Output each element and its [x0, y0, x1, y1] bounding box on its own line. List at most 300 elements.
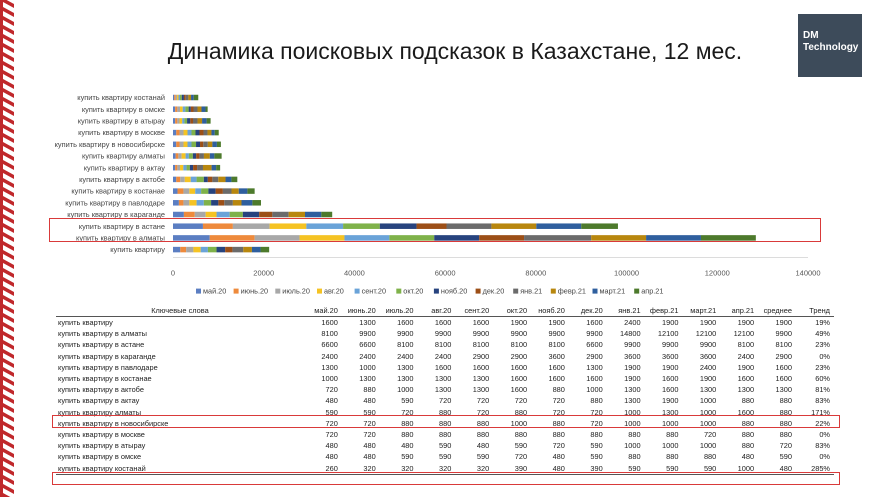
value-cell: 880 — [741, 441, 755, 451]
value-cell: 1900 — [548, 318, 565, 328]
value-cell: 880 — [439, 407, 452, 417]
value-cell: 0% — [819, 429, 830, 439]
bar-segment — [193, 247, 200, 253]
table-row — [56, 418, 834, 429]
value-cell: 880 — [552, 418, 565, 428]
keyword-cell: купить квартиру в алматы — [58, 329, 147, 339]
value-cell: 480 — [325, 396, 338, 406]
logo-line-1: DM — [803, 30, 819, 41]
value-cell: 1300 — [737, 385, 755, 395]
value-cell: 720 — [590, 407, 603, 417]
value-cell: 1600 — [321, 318, 338, 328]
bar-segment — [306, 223, 343, 229]
bar-segment — [417, 223, 447, 229]
table-row — [56, 317, 834, 329]
bar-segment — [189, 153, 193, 159]
bar-segment — [289, 212, 305, 218]
table-row — [56, 373, 834, 384]
value-cell: 3600 — [699, 351, 717, 361]
y-category-label: купить квартиру в астане — [78, 221, 165, 231]
value-cell: 1600 — [434, 362, 452, 372]
value-cell: 9900 — [586, 329, 603, 339]
bar-segment — [211, 130, 214, 136]
bar-segment — [184, 130, 188, 136]
bar-segment — [305, 212, 321, 218]
value-cell: 285% — [796, 462, 834, 474]
value-cell: 480 — [325, 452, 338, 462]
value-cell: 880 — [476, 418, 490, 428]
x-tick-label: 0 — [170, 268, 176, 278]
value-cell: 590 — [779, 452, 792, 462]
value-cell: 590 — [590, 452, 603, 462]
bar-segment — [232, 247, 243, 253]
keyword-cell: купить квартиру костанай — [56, 462, 304, 474]
value-cell: 880 — [741, 418, 755, 428]
bar-segment — [223, 188, 232, 194]
keyword-cell: купить квартиру — [58, 318, 113, 328]
bar-segment — [536, 223, 581, 229]
value-cell: 1300 — [472, 374, 490, 384]
value-cell: 320 — [455, 462, 493, 474]
value-cell: 880 — [741, 396, 755, 406]
table-row — [56, 407, 834, 418]
value-cell: 880 — [476, 429, 490, 439]
value-cell: 1600 — [548, 374, 565, 384]
bar-segment — [204, 153, 210, 159]
value-cell: 590 — [590, 441, 603, 451]
bar-segment — [195, 130, 199, 136]
keyword-cell: купить квартиру в омске — [58, 452, 142, 462]
bar-segment — [194, 106, 198, 112]
value-cell: 1000 — [699, 418, 717, 428]
value-cell: 8100 — [775, 340, 792, 350]
logo-line-2: Technology — [803, 42, 859, 53]
bar-segment — [208, 142, 213, 148]
bar-segment — [177, 95, 178, 101]
value-cell: 720 — [325, 385, 338, 395]
bar-segment — [208, 247, 217, 253]
bar-segment — [188, 95, 191, 101]
column-header: нояб.20 — [531, 305, 569, 317]
bar-segment — [191, 177, 197, 183]
bar-segment — [524, 235, 591, 241]
legend-swatch — [275, 289, 280, 294]
bar-segment — [210, 153, 215, 159]
value-cell: 880 — [666, 452, 679, 462]
legend-label: май.20 — [203, 286, 227, 296]
value-cell: 590 — [401, 452, 414, 462]
value-cell: 2900 — [510, 351, 528, 361]
value-cell: 720 — [590, 418, 603, 428]
keyword-cell: купить квартиру в актобе — [58, 385, 144, 395]
value-cell: 880 — [779, 429, 792, 439]
bar-segment — [205, 106, 207, 112]
value-cell: 1600 — [510, 374, 528, 384]
value-cell: 1300 — [586, 362, 603, 372]
bar-segment — [230, 212, 243, 218]
bar-segment — [203, 130, 207, 136]
value-cell: 720 — [552, 441, 565, 451]
value-cell: 0% — [819, 452, 830, 462]
value-cell: 6600 — [359, 340, 376, 350]
bar-segment — [207, 118, 211, 124]
y-category-label: купить квартиру в павлодаре — [65, 198, 165, 208]
value-cell: 0% — [819, 351, 830, 361]
bar-segment — [195, 212, 206, 218]
bar-segment — [199, 130, 203, 136]
value-cell: 880 — [401, 429, 414, 439]
bar-segment — [232, 188, 239, 194]
bar-segment — [180, 106, 183, 112]
value-cell: 880 — [779, 418, 792, 428]
bar-segment — [180, 165, 183, 171]
bar-segment — [197, 200, 204, 206]
bar-segment — [218, 177, 225, 183]
value-cell: 720 — [325, 429, 338, 439]
bar-segment — [197, 177, 204, 183]
bar-segment — [179, 200, 184, 206]
bar-segment — [203, 165, 212, 171]
bar-segment — [233, 223, 270, 229]
value-cell: 480 — [325, 441, 338, 451]
bar-segment — [183, 200, 189, 206]
bar-segment — [208, 188, 215, 194]
value-cell: 1900 — [699, 374, 717, 384]
value-cell: 1300 — [397, 374, 414, 384]
value-cell: 320 — [418, 462, 456, 474]
legend-swatch — [396, 289, 401, 294]
value-cell: 880 — [628, 452, 641, 462]
bar-segment — [177, 106, 180, 112]
value-cell: 1600 — [661, 385, 679, 395]
y-category-label: купить квартиру в москве — [78, 128, 165, 138]
value-cell: 1900 — [624, 374, 641, 384]
bar-segment — [255, 235, 300, 241]
bar-segment — [184, 118, 187, 124]
value-cell: 880 — [590, 396, 603, 406]
bar-segment — [214, 153, 221, 159]
value-cell: 49% — [815, 329, 830, 339]
bar-segment — [179, 95, 180, 101]
bar-segment — [173, 247, 180, 253]
bar-segment — [581, 223, 618, 229]
value-cell: 480 — [531, 462, 569, 474]
value-cell: 9900 — [699, 340, 717, 350]
bar-segment — [189, 106, 191, 112]
legend-label: июнь.20 — [240, 286, 269, 296]
y-category-label: купить квартиру в атырау — [77, 116, 165, 126]
value-cell: 1300 — [624, 396, 641, 406]
value-cell: 9900 — [434, 329, 452, 339]
bar-segment — [212, 165, 217, 171]
bar-segment — [184, 95, 186, 101]
value-cell: 480 — [363, 396, 376, 406]
bar-segment — [187, 165, 190, 171]
bar-segment — [259, 212, 272, 218]
value-cell: 1900 — [661, 362, 679, 372]
bar-segment — [193, 118, 198, 124]
value-cell: 1000 — [397, 385, 414, 395]
value-cell: 480 — [758, 462, 796, 474]
bar-segment — [215, 130, 219, 136]
value-cell: 8100 — [510, 340, 528, 350]
value-cell: 1600 — [434, 318, 452, 328]
bar-segment — [203, 223, 233, 229]
bar-segment — [491, 223, 536, 229]
bar-segment — [197, 106, 201, 112]
bar-segment — [173, 200, 179, 206]
bar-segment — [208, 177, 213, 183]
value-cell: 2900 — [775, 351, 792, 361]
legend-swatch — [317, 289, 322, 294]
legend-label: нояб.20 — [440, 286, 468, 296]
y-category-label: купить квартиру в новосибирске — [54, 139, 165, 149]
value-cell: 1600 — [775, 362, 792, 372]
bar-segment — [178, 153, 181, 159]
bar-segment — [182, 153, 186, 159]
bar-segment — [196, 153, 199, 159]
column-header: среднее — [758, 305, 796, 317]
y-category-label: купить квартиру алматы — [81, 151, 165, 161]
bar-segment — [233, 200, 242, 206]
value-cell: 880 — [552, 385, 565, 395]
value-cell: 720 — [363, 418, 376, 428]
bar-segment — [218, 200, 224, 206]
bar-segment — [591, 235, 646, 241]
legend-label: март.21 — [599, 286, 626, 296]
bar-segment — [206, 212, 217, 218]
bar-segment — [192, 142, 197, 148]
value-cell: 590 — [476, 452, 490, 462]
value-cell: 880 — [514, 429, 528, 439]
legend-swatch — [593, 289, 598, 294]
bar-segment — [173, 142, 176, 148]
value-cell: 1600 — [737, 374, 755, 384]
y-category-label: купить квартиру в актау — [83, 163, 165, 173]
bar-segment — [191, 106, 194, 112]
value-cell: 1600 — [661, 374, 679, 384]
value-cell: 12100 — [733, 329, 755, 339]
value-cell: 720 — [779, 441, 792, 451]
table-row — [56, 440, 834, 451]
bar-segment — [434, 235, 479, 241]
bar-segment — [217, 212, 230, 218]
value-cell: 880 — [363, 385, 376, 395]
bar-segment — [300, 235, 345, 241]
value-cell: 9900 — [510, 329, 528, 339]
bar-segment — [270, 223, 307, 229]
bar-segment — [216, 188, 223, 194]
value-cell: 83% — [815, 396, 830, 406]
table-row — [56, 339, 834, 350]
bar-segment — [173, 95, 174, 101]
value-cell: 2400 — [397, 351, 414, 361]
bar-segment — [343, 223, 380, 229]
value-cell: 1600 — [586, 318, 603, 328]
bar-segment — [173, 130, 176, 136]
value-cell: 480 — [363, 452, 376, 462]
value-cell: 590 — [325, 407, 338, 417]
bar-segment — [201, 106, 205, 112]
legend-swatch — [513, 289, 518, 294]
value-cell: 6600 — [586, 340, 603, 350]
value-cell: 880 — [401, 418, 414, 428]
value-cell: 9900 — [775, 329, 792, 339]
value-cell: 880 — [439, 418, 452, 428]
bar-segment — [217, 142, 221, 148]
value-cell: 1300 — [321, 362, 338, 372]
bar-segment — [183, 106, 186, 112]
bar-segment — [183, 188, 189, 194]
value-cell: 880 — [628, 429, 641, 439]
legend-swatch — [234, 289, 239, 294]
value-cell: 720 — [552, 396, 565, 406]
bar-segment — [183, 165, 186, 171]
bar-segment — [195, 188, 201, 194]
column-header: июль.20 — [380, 305, 418, 317]
bar-segment — [204, 200, 211, 206]
bar-segment — [188, 130, 192, 136]
value-cell: 8100 — [472, 340, 490, 350]
bar-segment — [197, 165, 203, 171]
value-cell: 880 — [779, 396, 792, 406]
bar-segment — [272, 212, 288, 218]
value-cell: 6600 — [321, 340, 338, 350]
bar-segment — [243, 247, 252, 253]
keyword-cell: купить квартиру алматы — [58, 407, 142, 417]
value-cell: 480 — [552, 452, 565, 462]
keyword-cell: купить квартиру в атырау — [58, 441, 146, 451]
value-cell: 81% — [815, 385, 830, 395]
y-category-label: купить квартиру — [110, 245, 165, 255]
value-cell: 19% — [815, 318, 830, 328]
bar-segment — [193, 165, 197, 171]
bar-segment — [180, 130, 184, 136]
y-category-label: купить квартиру в алматы — [76, 233, 165, 243]
value-cell: 1900 — [661, 396, 679, 406]
bar-segment — [198, 118, 203, 124]
value-cell: 1000 — [510, 418, 528, 428]
value-cell: 590 — [645, 462, 683, 474]
value-cell: 1900 — [624, 362, 641, 372]
value-cell: 8100 — [434, 340, 452, 350]
value-cell: 1000 — [321, 374, 338, 384]
value-cell: 1000 — [624, 441, 641, 451]
legend-label: окт.20 — [403, 286, 424, 296]
x-tick-label: 100000 — [614, 268, 640, 278]
value-cell: 2400 — [434, 351, 452, 361]
bar-segment — [389, 235, 434, 241]
bar-segment — [184, 142, 188, 148]
value-cell: 320 — [380, 462, 418, 474]
bar-segment — [241, 200, 252, 206]
legend-label: февр.21 — [557, 286, 586, 296]
value-cell: 9900 — [359, 329, 376, 339]
column-header: апр.21 — [720, 305, 758, 317]
value-cell: 260 — [304, 462, 342, 474]
bar-segment — [225, 247, 232, 253]
value-cell: 1000 — [661, 441, 679, 451]
value-cell: 1300 — [472, 385, 490, 395]
column-header: дек.20 — [569, 305, 607, 317]
bar-segment — [173, 165, 175, 171]
bar-segment — [173, 177, 176, 183]
value-cell: 22% — [815, 418, 830, 428]
value-cell: 1000 — [586, 385, 603, 395]
bar-segment — [190, 165, 193, 171]
bar-segment — [191, 95, 194, 101]
value-cell: 1300 — [775, 385, 792, 395]
legend-label: авг.20 — [324, 286, 344, 296]
value-cell: 1600 — [510, 362, 528, 372]
bar-segment — [185, 177, 191, 183]
value-cell: 2400 — [699, 362, 717, 372]
bar-segment — [203, 142, 208, 148]
value-cell: 720 — [514, 396, 528, 406]
bar-segment — [182, 95, 184, 101]
column-header: сент.20 — [455, 305, 493, 317]
value-cell: 9900 — [548, 329, 565, 339]
value-cell: 8100 — [397, 340, 414, 350]
x-tick-label: 20000 — [253, 268, 275, 278]
bar-segment — [344, 235, 389, 241]
bar-segment — [207, 130, 211, 136]
value-cell: 8100 — [321, 329, 338, 339]
bar-segment — [185, 106, 188, 112]
bar-segment — [182, 118, 184, 124]
value-cell: 1600 — [472, 362, 490, 372]
value-cell: 60% — [815, 374, 830, 384]
value-cell: 590 — [514, 441, 528, 451]
value-cell: 590 — [439, 452, 452, 462]
bar-segment — [204, 177, 208, 183]
bar-segment — [186, 247, 193, 253]
value-cell: 720 — [476, 396, 490, 406]
bar-segment — [200, 142, 203, 148]
value-cell: 1000 — [359, 362, 376, 372]
y-category-label: купить квартиру в актобе — [79, 175, 165, 184]
value-cell: 1900 — [737, 362, 755, 372]
value-cell: 1900 — [737, 318, 755, 328]
value-cell: 880 — [439, 429, 452, 439]
value-cell: 390 — [569, 462, 607, 474]
bar-segment — [186, 153, 189, 159]
value-cell: 3600 — [624, 351, 641, 361]
legend-swatch — [476, 289, 481, 294]
table-row — [56, 384, 834, 395]
column-header: окт.20 — [493, 305, 531, 317]
bar-segment — [176, 142, 179, 148]
value-cell: 1300 — [434, 385, 452, 395]
slide-title: Динамика поисковых подсказок в Казахстане, 12 мес. — [167, 38, 743, 64]
x-tick-label: 140000 — [795, 268, 821, 278]
bar-segment — [211, 200, 218, 206]
table-header-row — [56, 305, 834, 317]
value-cell: 480 — [401, 441, 414, 451]
column-header: авг.20 — [418, 305, 456, 317]
bar-segment — [176, 177, 180, 183]
bar-segment — [175, 118, 177, 124]
value-cell: 9900 — [397, 329, 414, 339]
bar-segment — [173, 212, 184, 218]
column-header: май.20 — [304, 305, 342, 317]
value-cell: 1600 — [510, 385, 528, 395]
bar-segment — [186, 95, 189, 101]
bar-segment — [199, 153, 204, 159]
bar-segment — [173, 188, 178, 194]
value-cell: 1300 — [699, 385, 717, 395]
value-cell: 1000 — [699, 396, 717, 406]
